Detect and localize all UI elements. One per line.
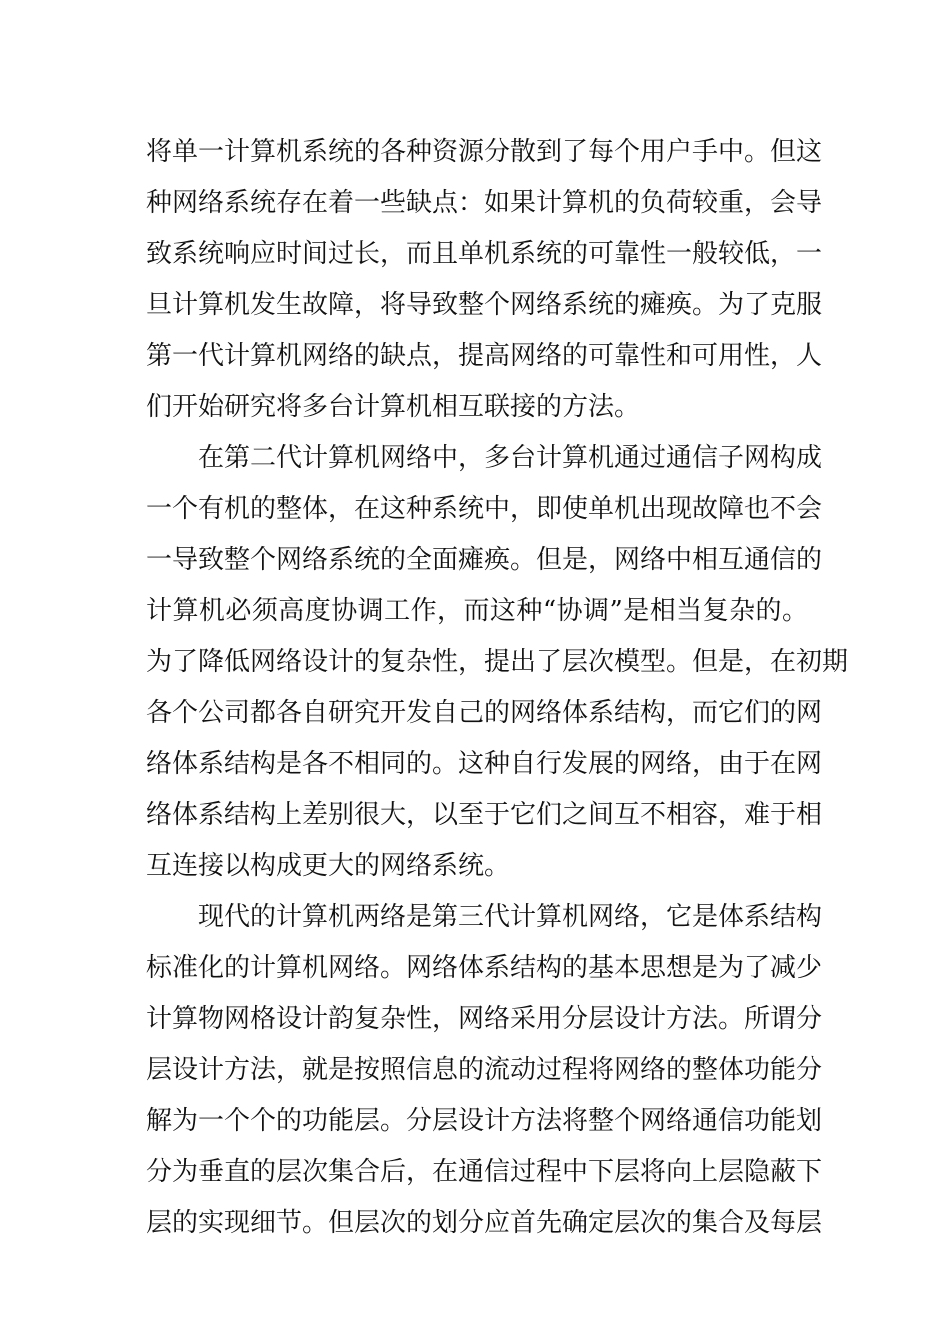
text-line: 为了降低网络设计的复杂性，提出了层次模型。但是，在初期 (146, 647, 849, 677)
text-line: 现代的计算机两络是第三代计算机网络，它是体系结构 (198, 902, 823, 932)
text-line: 第一代计算机网络的缺点，提高网络的可靠性和可用性，人 (146, 341, 823, 371)
text-line: 标准化的计算机网络。网络体系结构的基本思想是为了减少 (146, 953, 823, 983)
body-text (146, 127, 849, 1249)
text-line: 层的实现细节。但层次的划分应首先确定层次的集合及每层 (146, 1208, 823, 1238)
text-line: 一个有机的整体，在这种系统中，即使单机出现故障也不会 (146, 494, 823, 524)
text-line: 解为一个个的功能层。分层设计方法将整个网络通信功能划 (146, 1106, 823, 1136)
text-line: 在第二代计算机网络中，多台计算机通过通信子网构成 (198, 443, 823, 473)
text-line: 计算物网格设计韵复杂性，网络采用分层设计方法。所谓分 (146, 1004, 823, 1034)
text-line: 计算机必须高度协调工作，而这种“协调”是相当复杂的。 (146, 596, 808, 626)
text-line: 致系统响应时间过长，而且单机系统的可靠性一般较低，一 (146, 239, 823, 269)
text-line: 互连接以构成更大的网络系统。 (146, 851, 511, 881)
text-line: 们开始研究将多台计算机相互联接的方法。 (146, 392, 641, 422)
text-line: 旦计算机发生故障，将导致整个网络系统的瘫痪。为了克服 (146, 290, 823, 320)
text-line: 种网络系统存在着一些缺点：如果计算机的负荷较重，会导 (146, 188, 823, 218)
text-line: 层设计方法，就是按照信息的流动过程将网络的整体功能分 (146, 1055, 823, 1085)
text-line: 络体系结构上差别很大，以至于它们之间互不相容，难于相 (146, 800, 823, 830)
text-line: 一导致整个网络系统的全面瘫痪。但是，网络中相互通信的 (146, 545, 823, 575)
text-line: 分为垂直的层次集合后，在通信过程中下层将向上层隐蔽下 (146, 1157, 823, 1187)
text-line: 络体系结构是各不相同的。这种自行发展的网络，由于在网 (146, 749, 823, 779)
text-line: 各个公司都各自研究开发自己的网络体系结构，而它们的网 (146, 698, 823, 728)
text-line: 将单一计算机系统的各种资源分散到了每个用户手中。但这 (146, 137, 823, 167)
